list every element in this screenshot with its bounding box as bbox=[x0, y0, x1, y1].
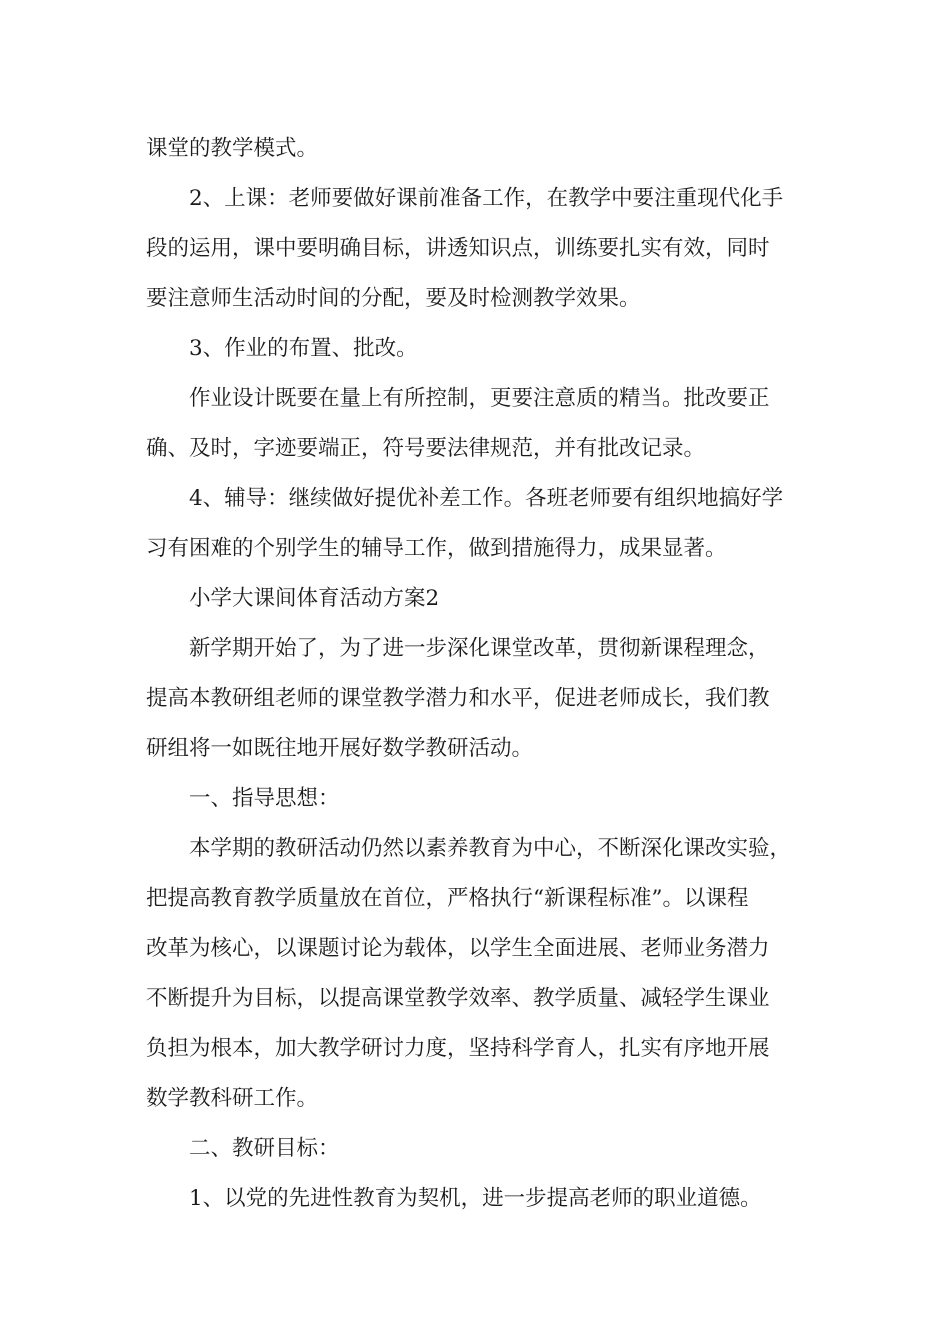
text-line: 新学期开始了，为了进一步深化课堂改革，贯彻新课程理念， bbox=[189, 636, 770, 661]
text-line: 本学期的教研活动仍然以素养教育为中心，不断深化课改实验， bbox=[189, 836, 792, 861]
text-line: 提高本教研组老师的课堂教学潜力和水平，促进老师成长，我们教 bbox=[146, 686, 770, 711]
text-line: 要注意师生活动时间的分配，要及时检测教学效果。 bbox=[146, 286, 641, 311]
text-line: 3、作业的布置、批改。 bbox=[189, 336, 418, 361]
text-line: 4、辅导：继续做好提优补差工作。各班老师要有组织地搞好学 bbox=[189, 486, 784, 511]
text-line: 习有困难的个别学生的辅导工作，做到措施得力，成果显著。 bbox=[146, 536, 727, 561]
text-line: 负担为根本，加大教学研讨力度，坚持科学育人，扎实有序地开展 bbox=[146, 1036, 770, 1061]
text-line: 不断提升为目标，以提高课堂教学效率、教学质量、减轻学生课业 bbox=[146, 986, 770, 1011]
text-line: 改革为核心，以课题讨论为载体，以学生全面进展、老师业务潜力 bbox=[146, 936, 770, 961]
text-line: 研组将一如既往地开展好数学教研活动。 bbox=[146, 736, 534, 761]
text-line: 数学教科研工作。 bbox=[146, 1086, 319, 1111]
heading-research-goals: 二、教研目标： bbox=[189, 1136, 340, 1161]
text-line: 2、上课：老师要做好课前准备工作，在教学中要注重现代化手 bbox=[189, 186, 784, 211]
text-line: 把提高教育教学质量放在首位，严格执行“新课程标准”。以课程 bbox=[146, 886, 749, 911]
heading-guiding-ideas: 一、指导思想： bbox=[189, 786, 340, 811]
text-line: 作业设计既要在量上有所控制，更要注意质的精当。批改要正 bbox=[189, 386, 770, 411]
text-line: 课堂的教学模式。 bbox=[146, 136, 319, 161]
text-line: 1、以党的先进性教育为契机，进一步提高老师的职业道德。 bbox=[189, 1186, 762, 1211]
section-title: 小学大课间体育活动方案2 bbox=[189, 586, 440, 611]
text-line: 段的运用，课中要明确目标，讲透知识点，训练要扎实有效，同时 bbox=[146, 236, 770, 261]
text-line: 确、及时，字迹要端正，符号要法律规范，并有批改记录。 bbox=[146, 436, 706, 461]
